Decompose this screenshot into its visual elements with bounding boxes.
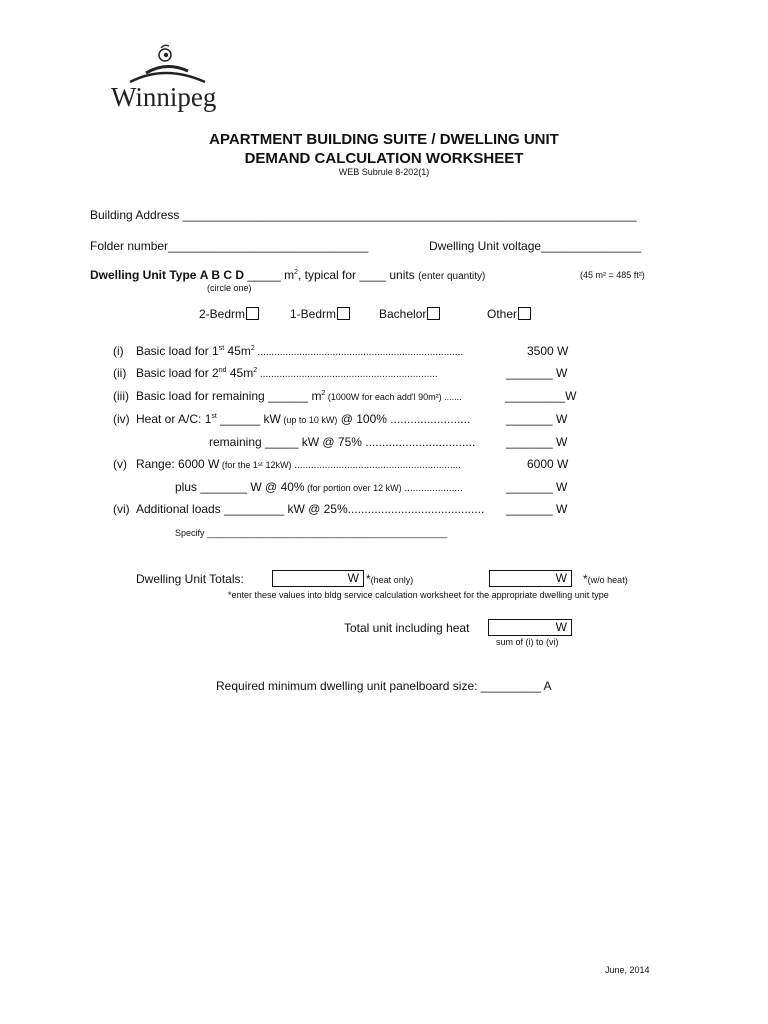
bedroom-option-1bedrm[interactable]: 1-Bedrm	[290, 307, 350, 321]
total-heat-only-unit: W	[347, 571, 359, 585]
checkbox-1bedrm[interactable]	[337, 307, 350, 320]
circle-one-note: (circle one)	[207, 283, 252, 293]
total-wo-heat-box[interactable]	[489, 570, 572, 587]
load-value-i: 3500 W	[527, 344, 569, 358]
conversion-note: (45 m² = 485 ft²)	[580, 270, 645, 280]
sum-note: sum of (i) to (vi)	[496, 637, 559, 647]
bedroom-option-bachelor[interactable]: Bachelor	[379, 307, 440, 321]
panelboard-size-field[interactable]: Required minimum dwelling unit panelboard size: _________ A	[216, 679, 552, 693]
winnipeg-logo	[108, 42, 218, 117]
unit-area-sup: 2	[294, 269, 298, 276]
footer-date: June, 2014	[605, 965, 650, 975]
total-wo-heat-unit: W	[555, 571, 567, 585]
logo-text: Winnipeg	[111, 82, 217, 112]
checkbox-2bedrm[interactable]	[246, 307, 259, 320]
heat-only-note: *(heat only)	[366, 572, 414, 586]
load-value-v-plus[interactable]: _______ W	[506, 480, 568, 494]
bedroom-option-2bedrm[interactable]: 2-Bedrm	[199, 307, 259, 321]
dwelling-voltage-field[interactable]: Dwelling Unit voltage_______________	[429, 239, 642, 253]
total-including-heat-unit: W	[555, 620, 567, 634]
total-including-heat-box[interactable]	[488, 619, 572, 636]
typical-for-text: , typical for ____ units	[298, 268, 415, 282]
total-including-heat-label: Total unit including heat	[344, 621, 470, 635]
checkbox-bachelor[interactable]	[427, 307, 440, 320]
load-value-vi[interactable]: _______ W	[506, 502, 568, 516]
title-line-1: APARTMENT BUILDING SUITE / DWELLING UNIT	[209, 131, 559, 148]
total-heat-only-box[interactable]	[272, 570, 364, 587]
load-row-iv-remaining[interactable]: remaining _____ kW @ 75% .................................	[209, 435, 476, 449]
unit-type-letters[interactable]: A B C D	[199, 268, 245, 282]
load-row-ii: (ii) Basic load for 2nd $45m^2$ ................................................................	[113, 366, 438, 380]
load-row-iii: (iii) Basic load for remaining ______ $m^2$ (1000W for each add'l 90m²) .......	[113, 389, 462, 403]
load-row-iv: (iv) Heat or A/C: 1st ______ kW (up to 10 kW) @ 100% ........................	[113, 412, 471, 426]
unit-type-label: Dwelling Unit Type	[90, 268, 197, 282]
load-row-vi: (vi) Additional loads _________ kW @ 25%.........................................	[113, 502, 485, 516]
load-row-i: (i) Basic load for 1st $45m^2$ ..........................................................................	[113, 344, 464, 358]
load-value-v: 6000 W	[527, 457, 569, 471]
wo-heat-note: *(w/o heat)	[583, 572, 628, 586]
load-value-iii[interactable]: _________W	[505, 389, 577, 403]
building-address-field[interactable]: Building Address ____________________________________________________________________	[90, 208, 637, 222]
totals-footnote: *enter these values into bldg service calculation worksheet for the appropriate dwelling unit type	[228, 590, 609, 600]
load-row-v-plus: plus _______ W @ 40% (for portion over 12 kW) .....................	[175, 480, 463, 494]
enter-quantity-note: (enter quantity)	[418, 271, 486, 282]
specify-field[interactable]: Specify ________________________________________________	[175, 528, 448, 538]
dwelling-unit-totals-label: Dwelling Unit Totals:	[136, 572, 244, 586]
subrule-reference: WEB Subrule 8-202(1)	[338, 167, 430, 177]
bedroom-option-other[interactable]: Other	[487, 307, 531, 321]
load-value-iv[interactable]: _______ W	[506, 412, 568, 426]
folder-number-field[interactable]: Folder number______________________________	[90, 239, 369, 253]
title-line-2: DEMAND CALCULATION WORKSHEET	[244, 150, 524, 167]
unit-area-blank[interactable]: _____	[247, 268, 281, 282]
unit-type-row	[90, 268, 485, 282]
checkbox-other[interactable]	[518, 307, 531, 320]
load-value-iv-remaining[interactable]: _______ W	[506, 435, 568, 449]
load-value-ii[interactable]: _______ W	[506, 366, 568, 380]
unit-area-unit: m	[284, 268, 295, 282]
load-row-v: (v) Range: 6000 W (for the 1ˢᵗ 12kW) ............................................................	[113, 457, 461, 471]
